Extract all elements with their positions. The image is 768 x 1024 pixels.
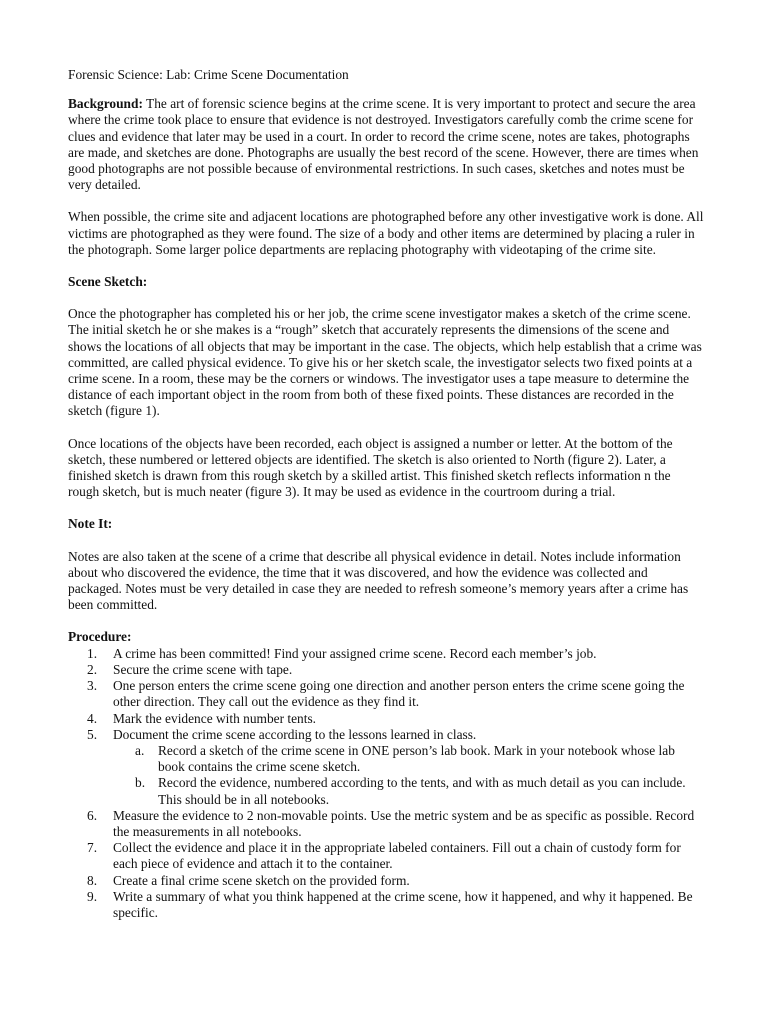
substep-letter: a. — [135, 742, 145, 758]
step-text: A crime has been committed! Find your assigned crime scene. Record each member’s job. — [113, 645, 597, 661]
substep-text: Record a sketch of the crime scene in ONE person’s lab book. Mark in your notebook whose lab book contains the crime scene sketch. — [158, 742, 675, 775]
note-it-paragraph: Notes are also taken at the scene of a crime that describe all physical evidence in detail. Notes include information about who discovered the evidence, the time that it was discovered, and how the evidence was collected and packaged. Notes must be very detailed in case they are needed to refresh someone’s memory years after a crime has been committed. — [68, 548, 689, 613]
step-text: Mark the evidence with number tents. — [113, 710, 317, 726]
procedure-step-3 — [68, 678, 704, 710]
background-text-1: The art of forensic science begins at the crime scene. It is very important to protect and secure the area where the crime took place to ensure that evidence is not destroyed. Investigators carefully comb the crime scene for clues and evidence that later may be used in a court. In order to record the crime scene, notes are takes, photographs are made, and sketches are done. Photographs are usually the best record of the scene. However, there are times when good photographs are not possible because of environmental restrictions. In such cases, sketches and notes must be very detailed. — [68, 96, 699, 193]
step-text: Create a final crime scene sketch on the provided form. — [113, 872, 410, 888]
step-text: Document the crime scene according to the lessons learned in class. — [113, 726, 477, 742]
step-number: 8. — [87, 872, 98, 888]
step-number: 7. — [87, 840, 98, 856]
procedure-substep-list — [113, 743, 704, 808]
procedure-substep-b — [113, 775, 704, 807]
procedure-substep-a — [113, 743, 704, 775]
step-number: 5. — [87, 726, 98, 742]
step-number: 1. — [87, 645, 98, 661]
procedure-list — [68, 646, 704, 921]
document-page — [68, 67, 704, 921]
background-paragraph-1 — [68, 96, 704, 193]
step-text: Collect the evidence and place it in the appropriate labeled containers. Fill out a chain of custody form for each piece of evidence and attach it to the container. — [113, 840, 681, 872]
substep-text: Record the evidence, numbered according to the tents, and with as much detail as you can include. This should be in all notebooks. — [158, 775, 686, 807]
step-text: One person enters the crime scene going one direction and another person enters the crime scene going the other direction. They call out the evidence as they find it. — [113, 678, 685, 710]
procedure-step-8 — [68, 873, 704, 889]
step-number: 2. — [87, 661, 98, 677]
document-title: Forensic Science: Lab: Crime Scene Documentation — [68, 67, 349, 82]
substep-letter: b. — [135, 775, 146, 791]
procedure-step-4 — [68, 711, 704, 727]
step-number: 4. — [87, 710, 98, 726]
step-number: 9. — [87, 888, 98, 904]
scene-sketch-heading: Scene Sketch: — [68, 274, 148, 290]
scene-sketch-paragraph-2: Once locations of the objects have been recorded, each object is assigned a number or letter. At the bottom of the sketch, these numbered or lettered objects are identified. The sketch is also oriented to North (figure 2). Later, a finished sketch is drawn from this rough sketch by a skilled artist. This finished sketch reflects information n the rough sketch, but is much neater (figure 3). It may be used as evidence in the courtroom during a trial. — [68, 435, 673, 500]
step-text: Secure the crime scene with tape. — [113, 661, 293, 677]
step-text: Write a summary of what you think happened at the crime scene, how it happened, and why it happened. Be specific. — [113, 888, 693, 920]
procedure-step-6 — [68, 808, 704, 840]
scene-sketch-paragraph-1: Once the photographer has completed his or her job, the crime scene investigator makes a sketch of the crime scene. The initial sketch he or she makes is a “rough” sketch that accurately represents the dimensions of the scene and shows the locations of all objects that may be important in the case. The objects, which help establish that a crime was committed, are called physical evidence. To give his or her sketch scale, the investigator selects two fixed points at a crime scene. In a room, these may be the corners or windows. The investigator uses a tape measure to determine the distance of each important object in the room from both of these fixed points. These distances are recorded in the sketch (figure 1). — [68, 306, 702, 419]
procedure-step-2 — [68, 662, 704, 678]
procedure-heading: Procedure: — [68, 629, 132, 645]
background-paragraph-2: When possible, the crime site and adjacent locations are photographed before any other investigative work is done. All victims are photographed as they were found. The size of a body and other items are determined by placing a ruler in the photograph. Some larger police departments are replacing photography with videotaping of the crime site. — [68, 209, 704, 257]
procedure-step-7 — [68, 840, 704, 872]
background-label: Background: — [68, 96, 143, 112]
step-text: Measure the evidence to 2 non-movable points. Use the metric system and be as specific as possible. Record the measurements in all notebooks. — [113, 807, 695, 839]
procedure-step-5 — [68, 727, 704, 808]
procedure-step-1 — [68, 646, 704, 662]
step-number: 6. — [87, 807, 98, 823]
procedure-step-9 — [68, 889, 704, 921]
note-it-heading: Note It: — [68, 516, 113, 532]
step-number: 3. — [87, 678, 98, 694]
